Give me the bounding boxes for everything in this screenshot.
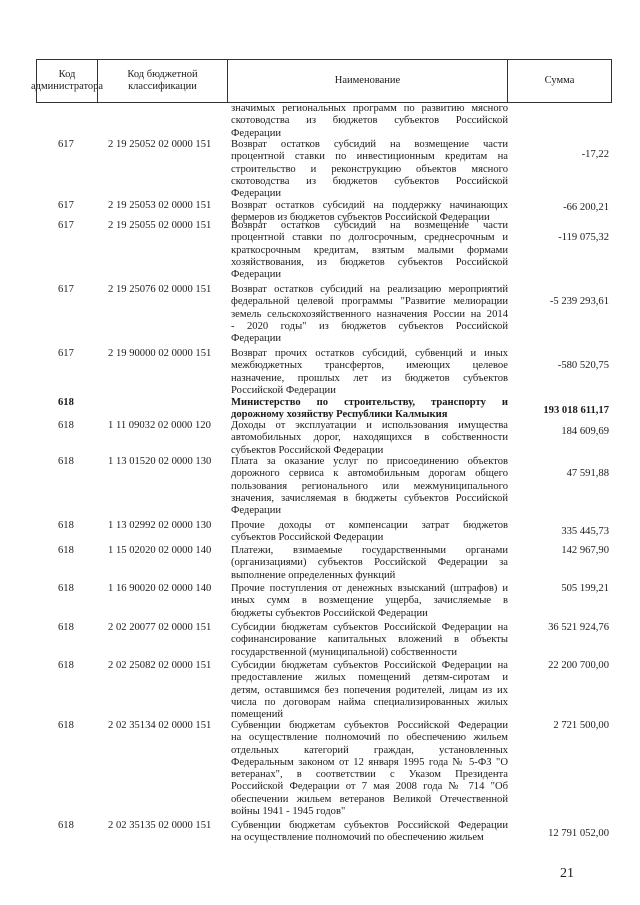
name-line: Субвенции бюджетам субъектов Российской Федерации	[231, 720, 508, 731]
header-name	[228, 59, 508, 103]
header-code-text: Код бюджетной классификации	[127, 69, 198, 92]
admin-code-cell: 618	[58, 397, 74, 408]
header-admin-text: Код администратора	[30, 69, 104, 92]
budget-code-cell: 2 19 90000 02 0000 151	[108, 348, 212, 359]
name-line: Федерации	[231, 127, 282, 139]
name-cell	[231, 820, 508, 845]
budget-code-cell: 2 19 25053 02 0000 151	[108, 200, 212, 211]
budget-code-cell: 1 16 90020 02 0000 140	[108, 583, 212, 594]
name-line: Прочие поступления от денежных взысканий (штрафов) и	[231, 583, 508, 594]
name-line: помещений	[231, 709, 284, 721]
name-line: строительство и реконструкцию объектов мясного	[231, 163, 508, 175]
name-line: процентной ставки по инвестиционным кредитам на	[231, 151, 508, 163]
name-line: краткосрочным кредитам, взятым малыми формами	[231, 244, 508, 256]
name-line: Платежи, взимаемые государственными органами	[231, 545, 508, 556]
admin-code-cell: 618	[58, 545, 74, 556]
sum-cell: -17,22	[581, 149, 609, 160]
name-line: Российской Федерации	[231, 384, 336, 396]
name-line: иных сумм в возмещение ущерба, зачисляемые в	[231, 595, 508, 607]
name-line: дорожного сервиса к автомобильным дорогам общего	[231, 468, 508, 480]
name-line: Федеральным законом от 12 января 1995 года № 5-ФЗ "О	[231, 756, 508, 768]
budget-code-cell: 2 19 25055 02 0000 151	[108, 220, 212, 231]
name-line: (организациями) субъектов Российской Федерации за	[231, 557, 508, 569]
name-line: скотоводства из бюджетов субъектов Российской	[231, 115, 508, 127]
sum-cell: 47 591,88	[566, 468, 609, 479]
admin-code-cell: 618	[58, 456, 74, 467]
name-line: детям, оставшимся без попечения родителей, лицам из их	[231, 684, 508, 696]
name-cell	[231, 420, 508, 457]
name-line: пользования регионального или межмуниципального	[231, 480, 508, 492]
name-line: Федерации	[231, 333, 282, 345]
name-line: федеральной целевой программы "Развитие мелиорации	[231, 296, 508, 308]
name-line: Возврат остатков субсидий на поддержку начинающих	[231, 200, 508, 211]
budget-code-cell: 1 11 09032 02 0000 120	[108, 420, 211, 431]
admin-code-cell: 618	[58, 520, 74, 531]
name-line: Субсидии бюджетам субъектов Российской Федерации на	[231, 660, 508, 671]
name-line: предоставление жилых помещений детям-сиротам и	[231, 672, 508, 684]
header-admin-code	[30, 59, 104, 103]
name-cell	[231, 397, 508, 422]
name-cell	[231, 220, 508, 281]
sum-cell: -119 075,32	[558, 232, 609, 243]
name-line: хозяйствования, из бюджетов субъектов Российской	[231, 256, 508, 268]
name-cell	[231, 520, 508, 545]
sum-cell: 335 445,73	[561, 526, 609, 537]
admin-code-cell: 617	[58, 200, 74, 211]
header-name-text: Наименование	[334, 75, 401, 86]
name-line: Субсидии бюджетам субъектов Российской Федерации на	[231, 622, 508, 633]
admin-code-cell: 617	[58, 348, 74, 359]
name-line: Федерации	[231, 505, 282, 517]
name-line: субъектов Российской Федерации	[231, 444, 384, 456]
name-line: скотоводства из бюджетов субъектов Российской	[231, 175, 508, 187]
name-line: межбюджетных трансфертов, имеющих целевое	[231, 360, 508, 372]
name-line: автомобильных дорог, находящихся в собственности	[231, 432, 508, 444]
name-line: софинансирование капитальных вложений в объекты	[231, 634, 508, 646]
budget-code-cell: 1 13 02992 02 0000 130	[108, 520, 212, 531]
name-line: Российской Федерации от 7 мая 2008 года № 714 "Об	[231, 781, 508, 793]
name-line: Возврат прочих остатков субсидий, субвенций и иных	[231, 348, 508, 359]
name-line: Прочие доходы от компенсации затрат бюджетов	[231, 520, 508, 531]
name-cell	[231, 348, 508, 397]
name-line: процентной ставки по долгосрочным, среднесрочным и	[231, 232, 508, 244]
name-line: отдельных категорий граждан, установленных	[231, 744, 508, 756]
sum-cell: 2 721 500,00	[553, 720, 609, 731]
sum-cell: 184 609,69	[561, 426, 609, 437]
header-budget-code	[98, 59, 228, 103]
name-line: значения, зачисляемая в бюджеты субъектов Российской	[231, 492, 508, 504]
sum-cell: 505 199,21	[561, 583, 609, 594]
budget-code-cell: 1 15 02020 02 0000 140	[108, 545, 212, 556]
admin-code-cell: 617	[58, 284, 74, 295]
admin-code-cell: 618	[58, 720, 74, 731]
admin-code-cell: 618	[58, 420, 74, 431]
name-cell	[231, 720, 508, 818]
name-line: выполнение определенных функций	[231, 569, 396, 581]
sum-cell: -580 520,75	[557, 360, 609, 371]
name-line: земель сельскохозяйственного назначения России на 2014	[231, 308, 508, 320]
header-sum	[508, 59, 612, 103]
name-line: назначение, прошлых лет из бюджетов субъектов	[231, 372, 508, 384]
name-line: бюджеты субъектов Российской Федерации	[231, 607, 428, 619]
name-line: на осуществление полномочий по обеспечению жильем	[231, 732, 508, 744]
name-line: субъектов Российской Федерации	[231, 532, 384, 544]
name-cell	[231, 545, 508, 582]
name-line: Возврат остатков субсидий на возмещение части	[231, 139, 508, 150]
sum-cell: 36 521 924,76	[548, 622, 609, 633]
header-sum-text: Сумма	[544, 75, 575, 86]
name-cell	[231, 284, 508, 345]
name-line: Министерство по строительству, транспорту и	[231, 397, 508, 408]
name-line: Возврат остатков субсидий на возмещение части	[231, 220, 508, 231]
budget-code-cell: 1 13 01520 02 0000 130	[108, 456, 212, 467]
name-cell	[231, 660, 508, 721]
name-cell	[231, 456, 508, 517]
budget-code-cell: 2 19 25076 02 0000 151	[108, 284, 212, 295]
sum-cell: 193 018 611,17	[543, 405, 609, 416]
name-line: дорожному хозяйству Республики Калмыкия	[231, 409, 448, 421]
name-line: обеспечении жильем ветеранов Великой Отечественной	[231, 793, 508, 805]
name-line: Возврат остатков субсидий на реализацию мероприятий	[231, 284, 508, 295]
name-line: Федерации	[231, 188, 282, 200]
name-line: числа по договорам найма специализированных жилых	[231, 696, 508, 708]
budget-code-cell: 2 02 20077 02 0000 151	[108, 622, 212, 633]
name-cell	[231, 139, 508, 200]
name-line: ветеранах", в соответствии с Указом Президента	[231, 769, 508, 781]
name-line: Плата за оказание услуг по присоединению объектов	[231, 456, 508, 467]
sum-cell: 12 791 052,00	[548, 828, 609, 839]
sum-cell: -5 239 293,61	[549, 296, 609, 307]
name-line: государственной (муниципальной) собственности	[231, 646, 458, 658]
budget-code-cell: 2 02 35134 02 0000 151	[108, 720, 212, 731]
name-line: Субвенции бюджетам субъектов Российской Федерации	[231, 820, 508, 831]
name-line: значимых региональных программ по развитию мясного	[231, 103, 508, 114]
name-line: фермеров из бюджетов субъектов Российской Федерации	[231, 212, 490, 224]
sum-cell: -66 200,21	[563, 202, 609, 213]
admin-code-cell: 618	[58, 583, 74, 594]
budget-code-cell: 2 02 35135 02 0000 151	[108, 820, 212, 831]
name-line: войны 1941 - 1945 годов"	[231, 806, 346, 818]
admin-code-cell: 617	[58, 139, 74, 150]
name-line: - 2020 годы" из бюджетов субъектов Российской	[231, 320, 508, 332]
name-cell	[231, 103, 508, 140]
admin-code-cell: 617	[58, 220, 74, 231]
name-line: на осуществление полномочий по обеспечению жильем	[231, 832, 484, 844]
name-cell	[231, 622, 508, 659]
sum-cell: 22 200 700,00	[548, 660, 609, 671]
name-line: Федерации	[231, 269, 282, 281]
sum-cell: 142 967,90	[561, 545, 609, 556]
name-line: Доходы от эксплуатации и использования имущества	[231, 420, 508, 431]
budget-code-cell: 2 02 25082 02 0000 151	[108, 660, 212, 671]
page-number: 21	[560, 866, 574, 881]
admin-code-cell: 618	[58, 622, 74, 633]
budget-code-cell: 2 19 25052 02 0000 151	[108, 139, 212, 150]
admin-code-cell: 618	[58, 660, 74, 671]
name-cell	[231, 583, 508, 620]
admin-code-cell: 618	[58, 820, 74, 831]
